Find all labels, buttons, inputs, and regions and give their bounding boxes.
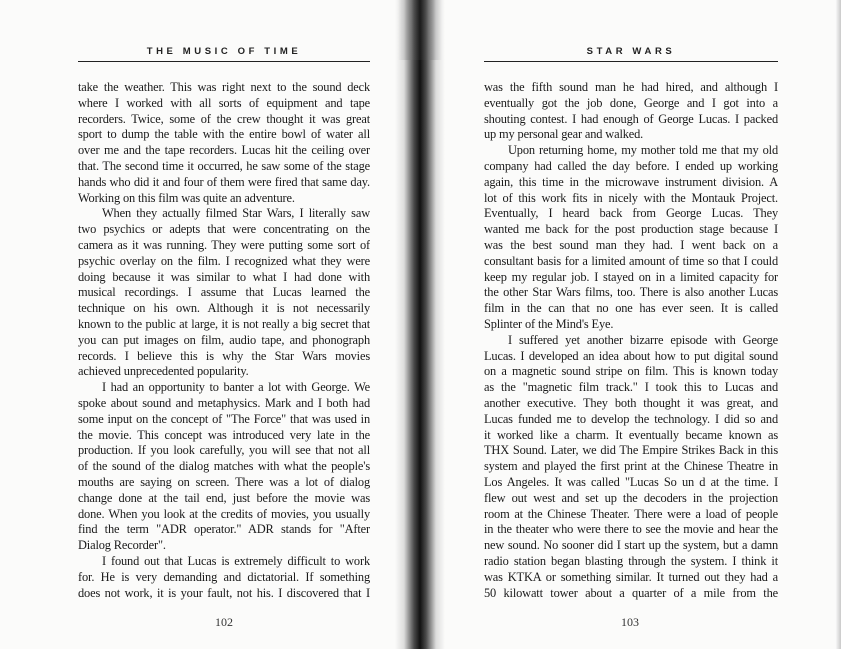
text-line: Splinter of the Mind's Eye. bbox=[484, 316, 614, 331]
left-running-head: THE MUSIC OF TIME bbox=[146, 46, 302, 57]
text-line: flew out west and set up the decoders in the projection bbox=[484, 490, 778, 505]
text-line: Lucas funded me to develop the technology. I did so and bbox=[484, 411, 778, 426]
text-line: I suffered yet another bizarre episode with George bbox=[508, 332, 778, 347]
text-line: eventually got the job done, George and I got into a bbox=[484, 95, 778, 110]
text-line: of the sound of the dialog matches with what the people's bbox=[78, 459, 370, 474]
text-line: change done at the tail end, just before the movie was bbox=[78, 490, 370, 505]
text-line: new sound. No sooner did I start up the system, but a damn bbox=[484, 538, 778, 553]
text-line: on a magnetic sound stripe on film. This is known today bbox=[484, 364, 778, 379]
text-line: records. I believe this is why the Star Wars movies bbox=[78, 348, 370, 363]
text-line: hands who did it and four of them were fired that same day. bbox=[78, 174, 370, 189]
text-line: achieved unprecedented popularity. bbox=[78, 364, 249, 379]
text-line: known to the public at large, it is not really a big secret that bbox=[78, 316, 370, 331]
right-page-body bbox=[484, 80, 778, 601]
text-line: keep my regular job. I stayed on in a limited capacity for bbox=[484, 269, 778, 284]
text-line: recorders. Twice, some of the crew thought it was great bbox=[78, 111, 370, 126]
text-line: I found out that Lucas is extremely difficult to work bbox=[102, 553, 370, 568]
text-line: Upon returning home, my mother told me that my old bbox=[508, 143, 778, 158]
text-line: the movie. This concept was introduced very late in the bbox=[78, 427, 370, 442]
text-line: find the term "ADR operator." ADR stands for "After bbox=[78, 522, 370, 537]
text-line: When they actually filmed Star Wars, I literally saw bbox=[102, 206, 370, 221]
text-line: it worked like a charm. It eventually became known as bbox=[484, 427, 778, 442]
right-header-rule bbox=[484, 61, 778, 62]
text-line: you can put images on film, audio tape, and phonograph bbox=[78, 332, 370, 347]
text-line: 50 kilowatt tower about a quarter of a mile from the bbox=[484, 585, 778, 600]
text-line: room at the Chinese Theater. There were a load of people bbox=[484, 506, 778, 521]
text-line: in the theater who were there to see the movie and hear the bbox=[484, 522, 778, 537]
text-line: Dialog Recorder". bbox=[78, 538, 166, 553]
text-line: the other Star Wars films, too. There is also another Lucas bbox=[484, 285, 778, 300]
text-line: that. The second time it occurred, he saw some of the stage bbox=[78, 158, 370, 173]
text-line: system and played the first print at the Chinese Theatre in bbox=[484, 459, 778, 474]
text-line: sport to dump the table with the entire bowl of water all bbox=[78, 127, 370, 142]
text-line: take the weather. This was right next to the sound deck bbox=[78, 80, 370, 94]
book-gutter-shadow bbox=[395, 0, 445, 649]
text-line: Eventually, I heard back from George Lucas. They bbox=[484, 206, 778, 221]
text-line: doing because it was similar to what I had done with bbox=[78, 269, 370, 284]
text-line: where I worked with all sorts of equipment and tape bbox=[78, 95, 370, 110]
text-line: camera as it was running. They were putting some sort of bbox=[78, 237, 370, 252]
text-line: film in the can that no one has ever seen. It is called bbox=[484, 301, 778, 316]
right-running-head: STAR WARS bbox=[586, 46, 676, 57]
left-page-number: 102 bbox=[215, 615, 233, 629]
left-header-rule bbox=[78, 61, 370, 62]
text-line: consultant basis for a limited amount of time so that I could bbox=[484, 253, 778, 268]
text-line: another executive. They both thought it was great, and bbox=[484, 395, 778, 410]
text-line: spoke about sound and metaphysics. Mark and I both had bbox=[78, 395, 370, 410]
text-line: Working on this film was quite an adventure. bbox=[78, 190, 295, 205]
text-line: radio station began blasting through the system. I think it bbox=[484, 553, 778, 568]
text-line: technique on his own. Although it is not necessarily bbox=[78, 301, 370, 316]
text-line: lot of this work fits in nicely with the Montauk Project. bbox=[484, 190, 778, 205]
text-line: Lucas. I developed an idea about how to put digital sound bbox=[484, 348, 778, 363]
text-line: does not work, it is your fault, not his. I discovered that I bbox=[78, 585, 370, 600]
text-line: some input on the concept of "The Force" that was used in bbox=[78, 411, 370, 426]
text-line: up my personal gear and walked. bbox=[484, 127, 644, 142]
book-gutter-top-shadow bbox=[398, 0, 442, 60]
text-line: again, this time in the microwave instrument division. A bbox=[484, 174, 778, 189]
text-line: psychic overlay on the film. I recognized what they were bbox=[78, 253, 370, 268]
text-line: was KTKA or something similar. It turned out they had a bbox=[484, 569, 778, 584]
text-line: done. When you look at the credits of movies, you usually bbox=[78, 506, 370, 521]
text-line: production. If you look carefully, you will see that not all bbox=[78, 443, 370, 458]
text-line: two psychics or adepts that were concentrating on the bbox=[78, 222, 370, 237]
text-line: wanted me back for the post production stage because I bbox=[484, 222, 778, 237]
text-line: THX Sound. Later, we did The Empire Strikes Back in this bbox=[484, 443, 778, 458]
text-line: over me and the tape recorders. Lucas hit the ceiling over bbox=[78, 143, 370, 158]
text-line: shouting contest. I had enough of George Lucas. I packed bbox=[484, 111, 778, 126]
text-line: as the "magnetic film track." I took this to Lucas and bbox=[484, 380, 778, 395]
text-line: company had called the day before. I ended up working bbox=[484, 158, 778, 173]
text-line: musical recordings. I assume that Lucas learned the bbox=[78, 285, 370, 300]
text-line: mouths are saying on screen. There was a lot of dialog bbox=[78, 474, 370, 489]
text-line: was the best sound man they had. I went back on a bbox=[484, 237, 778, 252]
text-line: for. He is very demanding and dictatorial. If something bbox=[78, 569, 370, 584]
text-line: I had an opportunity to banter a lot with George. We bbox=[102, 380, 370, 395]
left-page-body bbox=[78, 80, 370, 601]
right-page-number: 103 bbox=[621, 615, 639, 629]
page-edge bbox=[835, 0, 841, 649]
text-line: was the fifth sound man he had hired, and although I bbox=[484, 80, 778, 94]
text-line: Los Angeles. It was called "Lucas So un d at the time. I bbox=[484, 474, 778, 489]
